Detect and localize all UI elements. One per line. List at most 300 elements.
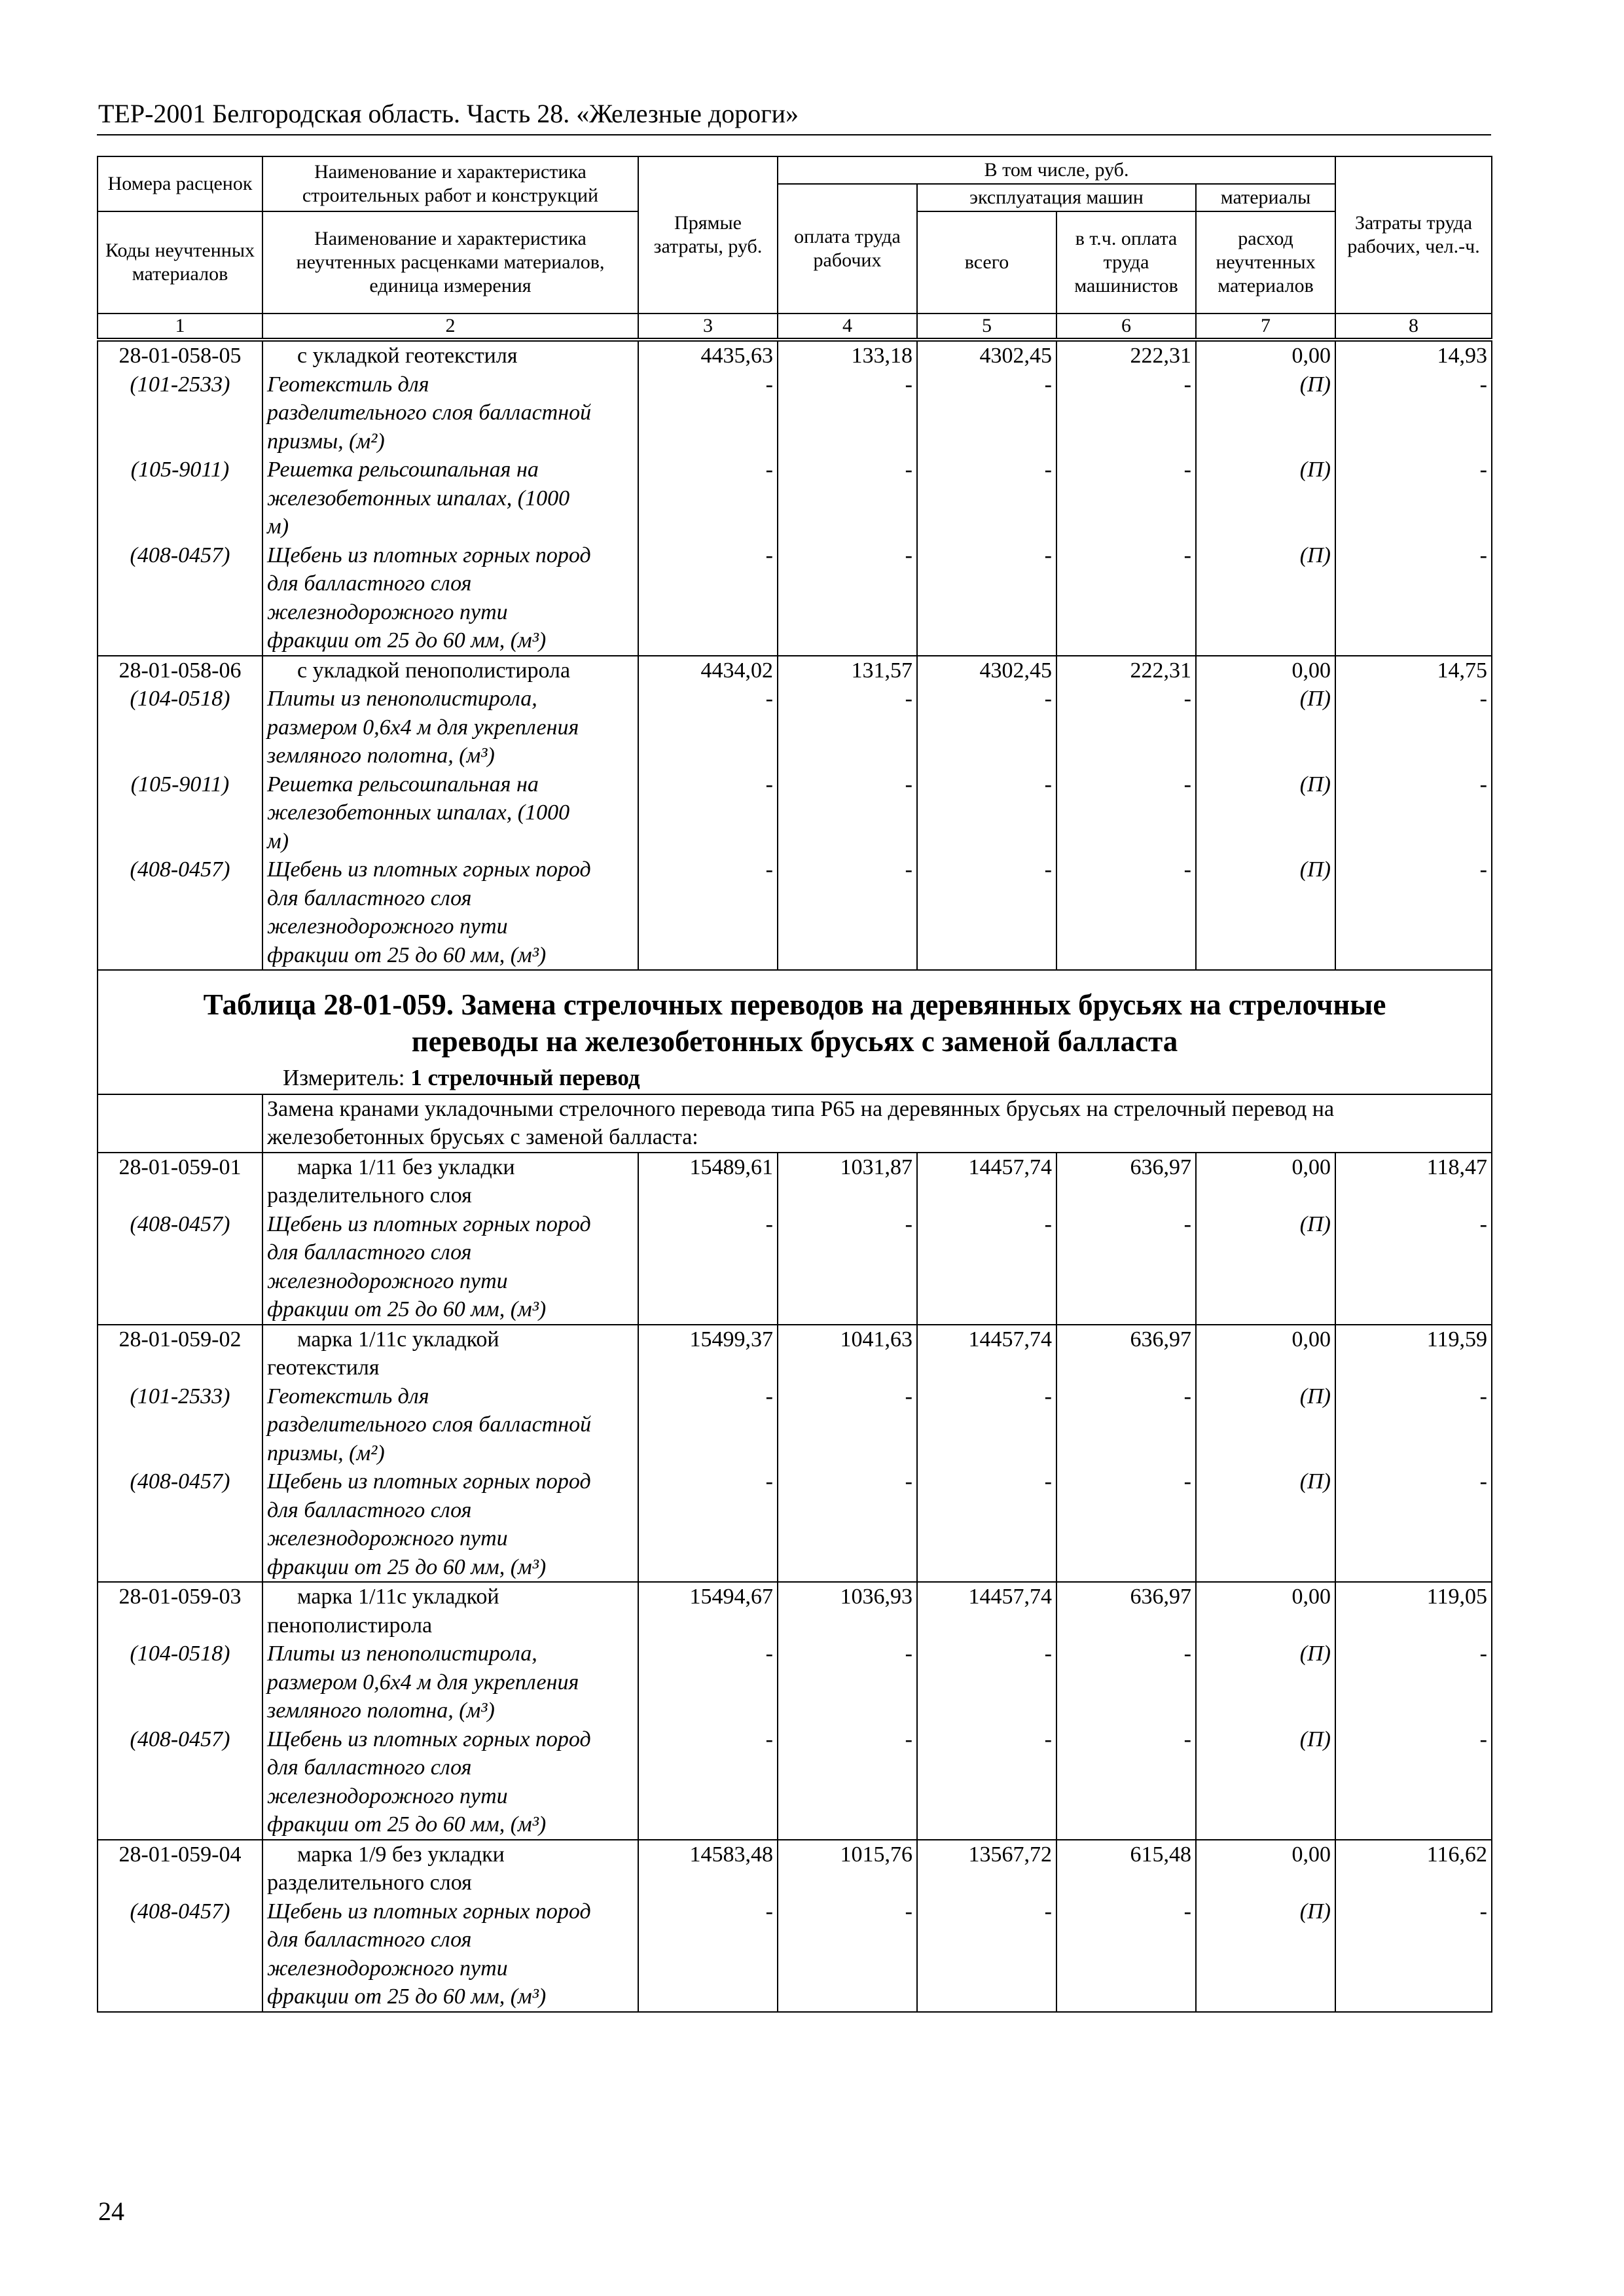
rate-value: 13567,72 xyxy=(968,1842,1052,1867)
spacer xyxy=(102,1782,258,1811)
rate-value: 15489,61 xyxy=(689,1155,773,1179)
material-name: Геотекстиль для xyxy=(267,372,429,397)
spacer xyxy=(102,1439,258,1468)
spacer xyxy=(643,1439,773,1468)
spacer xyxy=(1340,1267,1487,1296)
rate-value: 0,00 xyxy=(1291,1842,1331,1867)
spacer xyxy=(782,427,912,456)
value-cell xyxy=(778,1840,917,2012)
unpriced-mark: (П) xyxy=(1299,1384,1331,1408)
spacer xyxy=(102,1496,258,1525)
spacer xyxy=(1061,1295,1191,1324)
value-cell xyxy=(1196,1325,1335,1583)
material-name: железнодорожного пути xyxy=(267,1526,508,1551)
material-name: для балластного слоя xyxy=(267,1240,472,1265)
value-cell xyxy=(778,341,917,656)
rate-value: 222,31 xyxy=(1130,658,1191,683)
value-cell xyxy=(1056,656,1196,971)
spacer xyxy=(102,713,258,742)
col2-header-bottom: Наименование и характеристика неучтенных расценками материалов, единица измерения xyxy=(262,211,638,314)
material-name: Плиты из пенополистирола, xyxy=(267,687,537,711)
spacer xyxy=(102,598,258,627)
unpriced-mark: (П) xyxy=(1299,1211,1331,1236)
value-cell xyxy=(1056,1582,1196,1840)
empty-mark: - xyxy=(1183,687,1191,711)
spacer xyxy=(1200,798,1331,827)
spacer xyxy=(1200,1668,1331,1697)
spacer xyxy=(1061,1926,1191,1954)
material-name: железнодорожного пути xyxy=(267,600,508,624)
spacer xyxy=(102,512,258,541)
rate-value: 118,47 xyxy=(1426,1155,1487,1179)
empty-mark: - xyxy=(1479,1727,1487,1751)
rate-code: 28-01-059-03 xyxy=(118,1585,242,1609)
col6-header: в т.ч. оплата труда машинистов xyxy=(1056,211,1196,314)
material-code: (105-9011) xyxy=(130,457,230,482)
spacer xyxy=(102,1810,258,1839)
measure-line xyxy=(102,1064,1487,1092)
empty-mark: - xyxy=(1479,1469,1487,1494)
spacer xyxy=(643,742,773,770)
spacer xyxy=(922,1439,1052,1468)
spacer xyxy=(643,1238,773,1267)
value-cell xyxy=(638,1582,778,1840)
spacer xyxy=(1340,626,1487,655)
spacer xyxy=(1200,427,1331,456)
spacer xyxy=(643,1611,773,1640)
spacer xyxy=(1200,1982,1331,2011)
rates-table xyxy=(97,340,1492,2013)
name-cell xyxy=(262,1153,638,1325)
rate-value: 131,57 xyxy=(851,658,912,683)
code-cell xyxy=(98,1840,262,2012)
spacer xyxy=(782,626,912,655)
material-name: железнодорожного пути xyxy=(267,1784,508,1808)
spacer xyxy=(782,484,912,513)
name-cell xyxy=(262,1582,638,1840)
col4-header: оплата труда рабочих xyxy=(778,184,917,314)
material-name: размером 0,6х4 м для укрепления xyxy=(267,715,579,740)
rate-name: с укладкой пенополистирола xyxy=(297,658,571,683)
empty-mark: - xyxy=(765,772,773,797)
empty-mark: - xyxy=(1479,543,1487,567)
spacer xyxy=(782,1410,912,1439)
spacer xyxy=(1340,1753,1487,1782)
spacer xyxy=(782,798,912,827)
spacer xyxy=(1061,1496,1191,1525)
spacer xyxy=(1200,1869,1331,1897)
column-number: 6 xyxy=(1056,314,1196,338)
spacer xyxy=(1200,1354,1331,1382)
value-cell xyxy=(917,1840,1056,2012)
spacer xyxy=(102,1668,258,1697)
spacer xyxy=(922,569,1052,598)
rate-value: 0,00 xyxy=(1291,1585,1331,1609)
empty-mark: - xyxy=(1044,1384,1052,1408)
material-name: Щебень из плотных горных пород xyxy=(267,1899,591,1924)
spacer xyxy=(782,1954,912,1983)
spacer xyxy=(782,1524,912,1553)
col2-header-top: Наименование и характеристика строительных работ и конструкций xyxy=(262,156,638,211)
spacer xyxy=(922,484,1052,513)
rate-value: 0,00 xyxy=(1291,658,1331,683)
rate-value: 119,05 xyxy=(1426,1585,1487,1609)
spacer xyxy=(102,569,258,598)
spacer xyxy=(1200,1496,1331,1525)
spacer xyxy=(782,569,912,598)
spacer xyxy=(102,1238,258,1267)
spacer xyxy=(102,912,258,941)
spacer xyxy=(1061,1810,1191,1839)
empty-mark: - xyxy=(1044,687,1052,711)
empty-mark: - xyxy=(765,1469,773,1494)
spacer xyxy=(643,1668,773,1697)
rate-name: марка 1/9 без укладки xyxy=(297,1842,505,1867)
spacer xyxy=(1340,1181,1487,1210)
empty-mark: - xyxy=(1479,457,1487,482)
spacer xyxy=(1200,912,1331,941)
empty-mark: - xyxy=(1479,1211,1487,1236)
col1-header-top: Номера расценок xyxy=(98,156,262,211)
spacer xyxy=(1200,1524,1331,1553)
spacer xyxy=(1061,798,1191,827)
spacer xyxy=(643,713,773,742)
spacer xyxy=(643,399,773,427)
spacer xyxy=(102,827,258,856)
spacer xyxy=(922,1810,1052,1839)
spacer xyxy=(1061,1267,1191,1296)
spacer xyxy=(1340,1926,1487,1954)
spacer xyxy=(1200,1753,1331,1782)
rate-value: 1041,63 xyxy=(840,1327,912,1352)
empty-mark: - xyxy=(1479,857,1487,882)
spacer xyxy=(782,512,912,541)
value-cell xyxy=(1196,341,1335,656)
unpriced-mark: (П) xyxy=(1299,1727,1331,1751)
spacer xyxy=(782,912,912,941)
spacer xyxy=(643,1982,773,2011)
spacer xyxy=(782,1295,912,1324)
unpriced-mark: (П) xyxy=(1299,543,1331,567)
empty-mark: - xyxy=(905,1211,912,1236)
spacer xyxy=(1340,512,1487,541)
unpriced-mark: (П) xyxy=(1299,1641,1331,1666)
unpriced-mark: (П) xyxy=(1299,372,1331,397)
material-name: фракции от 25 до 60 мм, (м³) xyxy=(267,942,547,967)
material-name: фракции от 25 до 60 мм, (м³) xyxy=(267,1812,547,1837)
column-number: 5 xyxy=(917,314,1056,338)
spacer xyxy=(922,1782,1052,1811)
name-cell xyxy=(262,1325,638,1583)
empty-mark: - xyxy=(905,772,912,797)
value-cell xyxy=(917,1582,1056,1840)
spacer xyxy=(102,1611,258,1640)
value-cell xyxy=(1056,1840,1196,2012)
spacer xyxy=(1061,1611,1191,1640)
spacer xyxy=(922,1267,1052,1296)
spacer xyxy=(922,427,1052,456)
spacer xyxy=(1340,1611,1487,1640)
material-name: м) xyxy=(267,829,289,853)
spacer xyxy=(102,798,258,827)
material-name: для балластного слоя xyxy=(267,886,472,910)
spacer xyxy=(922,399,1052,427)
spacer xyxy=(102,1753,258,1782)
value-cell xyxy=(778,1582,917,1840)
value-cell xyxy=(1335,1840,1492,2012)
code-cell xyxy=(98,656,262,971)
spacer xyxy=(643,1553,773,1582)
empty-mark: - xyxy=(905,1384,912,1408)
empty-mark: - xyxy=(1479,687,1487,711)
empty-mark: - xyxy=(905,1899,912,1924)
spacer xyxy=(1061,512,1191,541)
spacer xyxy=(1061,1753,1191,1782)
spacer xyxy=(782,884,912,913)
material-name: для балластного слоя xyxy=(267,571,472,596)
value-cell xyxy=(778,1325,917,1583)
spacer xyxy=(922,742,1052,770)
rate-value: 14457,74 xyxy=(968,1585,1052,1609)
spacer xyxy=(1340,1410,1487,1439)
spacer xyxy=(782,713,912,742)
spacer xyxy=(1061,1668,1191,1697)
rate-value: 4434,02 xyxy=(700,658,773,683)
spacer xyxy=(782,1439,912,1468)
spacer xyxy=(782,1753,912,1782)
spacer xyxy=(1340,1782,1487,1811)
spacer xyxy=(102,427,258,456)
header-divider xyxy=(97,134,1491,135)
spacer xyxy=(922,912,1052,941)
rate-value: 14583,48 xyxy=(689,1842,773,1867)
value-cell xyxy=(917,1153,1056,1325)
spacer xyxy=(1061,1696,1191,1725)
spacer xyxy=(102,1410,258,1439)
empty-mark: - xyxy=(1479,1641,1487,1666)
empty-mark: - xyxy=(1044,1211,1052,1236)
column-header-table xyxy=(97,156,1492,339)
spacer xyxy=(1340,427,1487,456)
rate-code: 28-01-058-06 xyxy=(118,658,242,683)
spacer xyxy=(643,1354,773,1382)
spacer xyxy=(102,1181,258,1210)
material-name: Щебень из плотных горных пород xyxy=(267,857,591,882)
spacer xyxy=(922,1238,1052,1267)
spacer xyxy=(643,598,773,627)
spacer xyxy=(1061,598,1191,627)
spacer xyxy=(1061,1869,1191,1897)
spacer xyxy=(1200,484,1331,513)
spacer xyxy=(1340,1524,1487,1553)
empty-mark: - xyxy=(765,457,773,482)
spacer xyxy=(643,1267,773,1296)
code-cell xyxy=(98,341,262,656)
spacer xyxy=(102,941,258,970)
spacer xyxy=(643,1869,773,1897)
rate-value: 0,00 xyxy=(1291,1327,1331,1352)
material-name: фракции от 25 до 60 мм, (м³) xyxy=(267,1554,547,1579)
spacer xyxy=(1061,1553,1191,1582)
spacer xyxy=(1340,798,1487,827)
material-name: Щебень из плотных горных пород xyxy=(267,543,591,567)
spacer xyxy=(1200,1782,1331,1811)
spacer xyxy=(1200,1810,1331,1839)
spacer xyxy=(922,1696,1052,1725)
spacer xyxy=(922,1926,1052,1954)
spacer xyxy=(1340,827,1487,856)
subheading-spacer xyxy=(98,1094,262,1153)
spacer xyxy=(102,1295,258,1324)
rate-value: 1036,93 xyxy=(840,1585,912,1609)
rate-value: 1031,87 xyxy=(840,1155,912,1179)
rate-value: 15499,37 xyxy=(689,1327,773,1352)
spacer xyxy=(1340,1696,1487,1725)
material-code: (408-0457) xyxy=(130,1211,230,1236)
rate-name: марка 1/11с укладкой xyxy=(297,1327,499,1352)
spacer xyxy=(1340,884,1487,913)
spacer xyxy=(643,1926,773,1954)
spacer xyxy=(1200,598,1331,627)
empty-mark: - xyxy=(1479,372,1487,397)
column-number: 8 xyxy=(1335,314,1492,338)
spacer xyxy=(643,1181,773,1210)
spacer xyxy=(922,1611,1052,1640)
spacer xyxy=(1340,713,1487,742)
spacer xyxy=(922,884,1052,913)
material-code: (101-2533) xyxy=(130,1384,230,1408)
spacer xyxy=(643,798,773,827)
empty-mark: - xyxy=(765,1384,773,1408)
spacer xyxy=(102,1524,258,1553)
material-name: земляного полотна, (м³) xyxy=(267,744,495,768)
spacer xyxy=(1200,1295,1331,1324)
rate-value: 14,93 xyxy=(1437,344,1487,368)
value-cell xyxy=(1196,1582,1335,1840)
spacer xyxy=(1340,1439,1487,1468)
empty-mark: - xyxy=(1183,1384,1191,1408)
unpriced-mark: (П) xyxy=(1299,687,1331,711)
spacer xyxy=(782,1926,912,1954)
spacer xyxy=(643,427,773,456)
spacer xyxy=(782,742,912,770)
empty-mark: - xyxy=(905,1727,912,1751)
empty-mark: - xyxy=(765,857,773,882)
col1-header-bottom: Коды неучтенных материалов xyxy=(98,211,262,314)
empty-mark: - xyxy=(765,543,773,567)
spacer xyxy=(643,941,773,970)
table-title-line: переводы на железобетонных брусьях с заменой балласта xyxy=(411,1025,1178,1058)
spacer xyxy=(643,884,773,913)
spacer xyxy=(643,512,773,541)
empty-mark: - xyxy=(1183,1469,1191,1494)
empty-mark: - xyxy=(765,1727,773,1751)
rate-value: 0,00 xyxy=(1291,344,1331,368)
spacer xyxy=(782,1181,912,1210)
rate-value: 116,62 xyxy=(1426,1842,1487,1867)
unpriced-mark: (П) xyxy=(1299,1899,1331,1924)
material-name: для балластного слоя xyxy=(267,1498,472,1522)
spacer xyxy=(102,626,258,655)
column-number: 4 xyxy=(778,314,917,338)
empty-mark: - xyxy=(1044,772,1052,797)
code-cell xyxy=(98,1325,262,1583)
rate-row xyxy=(98,1325,1492,1583)
page-number: 24 xyxy=(98,2197,124,2226)
material-name: для балластного слоя xyxy=(267,1755,472,1780)
rate-code: 28-01-059-01 xyxy=(118,1155,242,1179)
empty-mark: - xyxy=(1183,457,1191,482)
empty-mark: - xyxy=(765,372,773,397)
spacer xyxy=(1061,1181,1191,1210)
spacer xyxy=(922,1753,1052,1782)
group-materials-header: материалы xyxy=(1196,184,1335,211)
spacer xyxy=(102,1954,258,1983)
rate-name: марка 1/11с укладкой xyxy=(297,1585,499,1609)
spacer xyxy=(1200,1611,1331,1640)
empty-mark: - xyxy=(905,457,912,482)
rate-name: с укладкой геотекстиля xyxy=(297,344,518,368)
spacer xyxy=(922,598,1052,627)
name-cell xyxy=(262,1840,638,2012)
spacer xyxy=(922,512,1052,541)
material-code: (105-9011) xyxy=(130,772,230,797)
spacer xyxy=(922,1553,1052,1582)
rate-value: 133,18 xyxy=(851,344,912,368)
value-cell xyxy=(778,1153,917,1325)
spacer xyxy=(643,1524,773,1553)
page-header: ТЕР-2001 Белгородская область. Часть 28. «Железные дороги» xyxy=(98,99,799,128)
empty-mark: - xyxy=(1044,372,1052,397)
material-name: разделительного слоя балластной xyxy=(267,1412,592,1437)
spacer xyxy=(643,1410,773,1439)
spacer xyxy=(1061,399,1191,427)
spacer xyxy=(922,713,1052,742)
spacer xyxy=(782,1782,912,1811)
empty-mark: - xyxy=(1044,1727,1052,1751)
spacer xyxy=(102,742,258,770)
empty-mark: - xyxy=(905,1641,912,1666)
spacer xyxy=(782,1496,912,1525)
material-name: железобетонных шпалах, (1000 xyxy=(267,486,570,511)
empty-mark: - xyxy=(1044,1899,1052,1924)
spacer xyxy=(643,484,773,513)
value-cell xyxy=(638,656,778,971)
column-number: 3 xyxy=(638,314,778,338)
spacer xyxy=(782,399,912,427)
table-title-line: Таблица 28-01-059. Замена стрелочных переводов на деревянных брусьях на стрелочные xyxy=(203,988,1386,1021)
unpriced-mark: (П) xyxy=(1299,772,1331,797)
rate-row xyxy=(98,1840,1492,2012)
empty-mark: - xyxy=(905,372,912,397)
spacer xyxy=(643,1496,773,1525)
spacer xyxy=(102,1982,258,2011)
spacer xyxy=(1061,941,1191,970)
rate-name: разделительного слоя xyxy=(267,1183,472,1208)
spacer xyxy=(1200,1696,1331,1725)
spacer xyxy=(782,1553,912,1582)
material-name: фракции от 25 до 60 мм, (м³) xyxy=(267,628,547,653)
spacer xyxy=(1340,1982,1487,2011)
spacer xyxy=(643,1782,773,1811)
spacer xyxy=(782,598,912,627)
value-cell xyxy=(638,1325,778,1583)
spacer xyxy=(1340,941,1487,970)
value-cell xyxy=(778,656,917,971)
material-name: размером 0,6х4 м для укрепления xyxy=(267,1670,579,1695)
rate-value: 14457,74 xyxy=(968,1155,1052,1179)
spacer xyxy=(1200,1553,1331,1582)
